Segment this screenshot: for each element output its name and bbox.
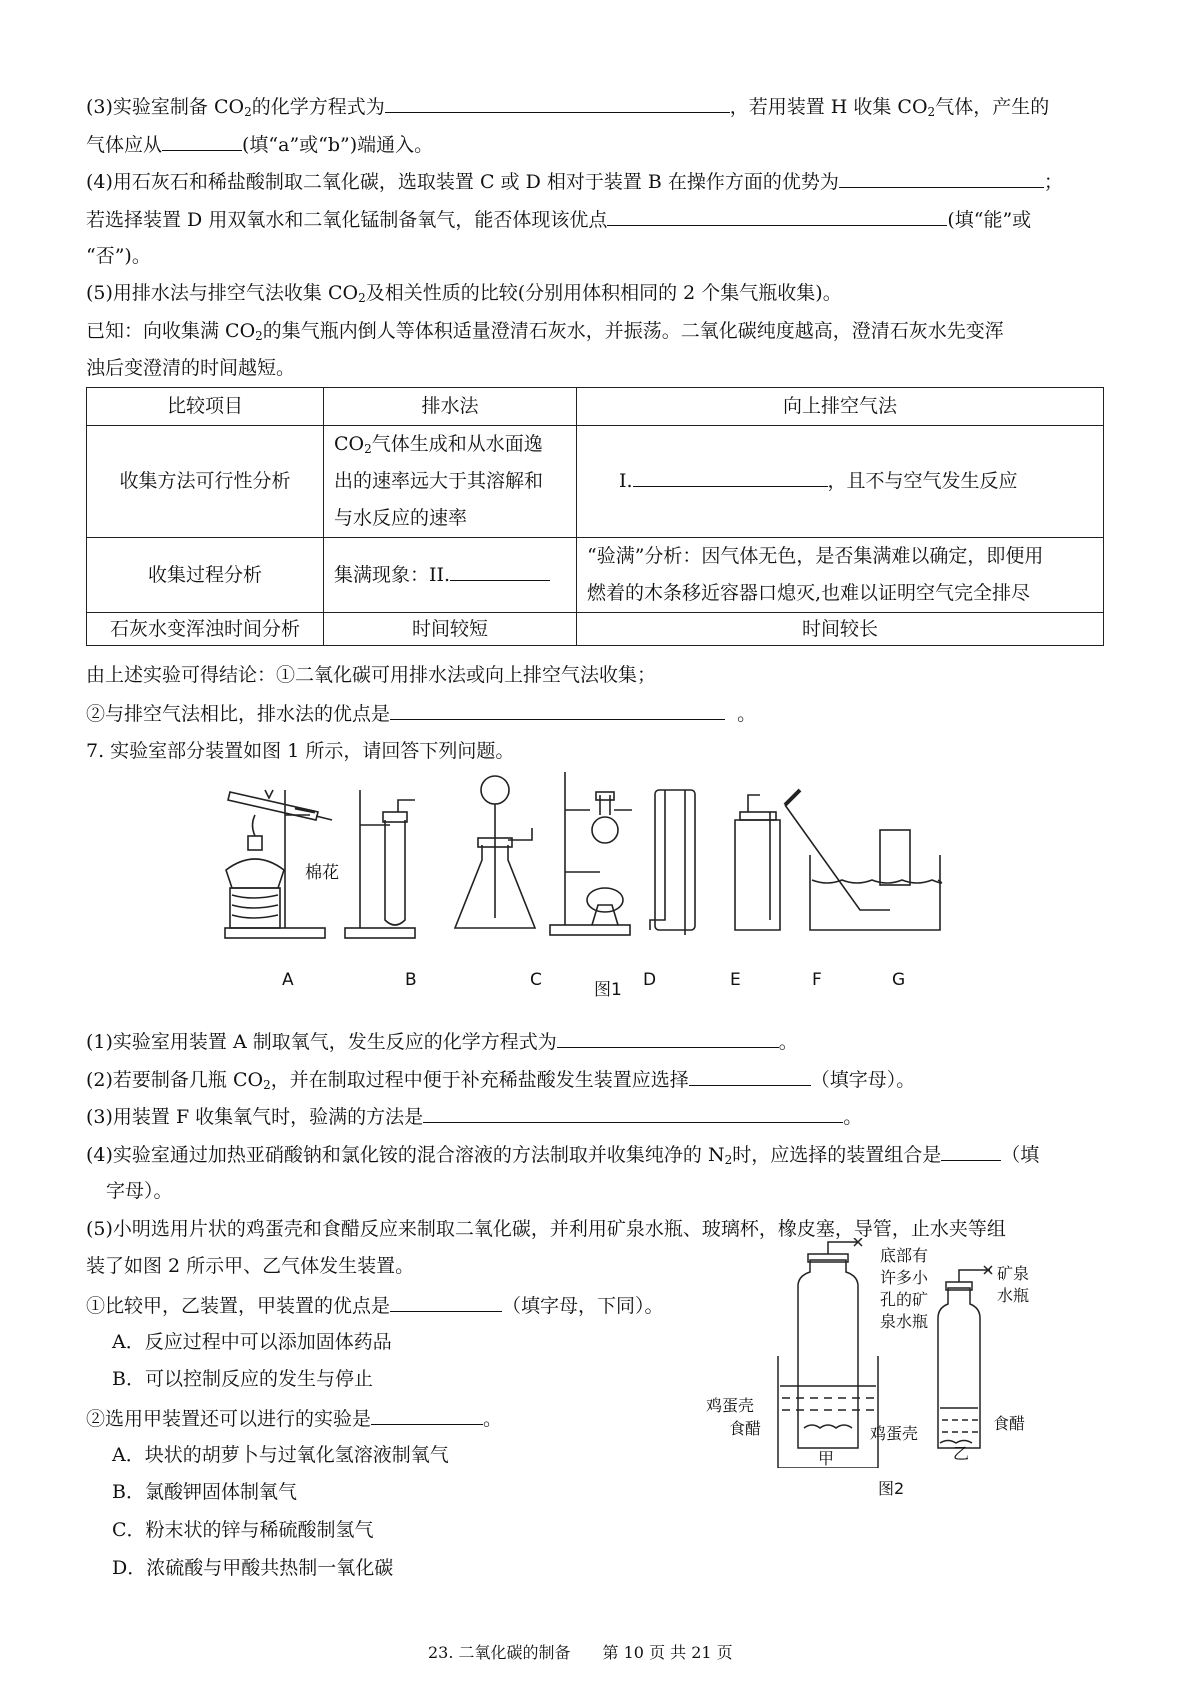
option-A: A．反应过程中可以添加固体药品: [112, 1331, 392, 1353]
option-C: C．粉末状的锌与稀硫酸制氢气: [112, 1519, 374, 1541]
apparatus-E: [650, 790, 695, 935]
comparison-table: [86, 387, 1104, 646]
q6-4-line1: (4)用石灰石和稀盐酸制取二氧化碳，选取装置 C 或 D 相对于装置 B 在操作方面的优势为 ；: [86, 167, 1063, 195]
answer-blank-II[interactable]: [450, 560, 550, 581]
table-header: 向上排空气法: [577, 388, 1104, 426]
answer-blank[interactable]: [689, 1065, 811, 1086]
q7-4-line2: 字母）。: [106, 1180, 173, 1202]
apparatus-C: [455, 776, 535, 928]
q7-5-sub2: ②选用甲装置还可以进行的实验是 。: [86, 1404, 502, 1432]
table-row: [87, 538, 1104, 613]
q7-stem: 7. 实验室部分装置如图 1 所示，请回答下列问题。: [86, 740, 515, 762]
apparatus-G: [785, 790, 941, 930]
table-row: [87, 426, 1104, 538]
table-cell: I. ，且不与空气发生反应: [577, 426, 1104, 538]
answer-blank[interactable]: [839, 167, 1044, 188]
answer-blank[interactable]: [371, 1404, 483, 1425]
q7-5-line1: (5)小明选用片状的鸡蛋壳和食醋反应来制取二氧化碳，并利用矿泉水瓶、玻璃杯，橡皮塞，导管，止水夹等组: [86, 1218, 1006, 1240]
fig1-caption: 图1: [594, 980, 622, 1000]
fig1-label-G: G: [892, 970, 906, 990]
apparatus-F: [735, 795, 780, 930]
apparatus-jia: [778, 1238, 878, 1468]
page-footer: 23. 二氧化碳的制备 第 10 页 共 21 页: [428, 1643, 733, 1662]
yi-label: 乙: [953, 1444, 970, 1463]
q7-3: (3)用装置 F 收集氧气时，验满的方法是 。: [86, 1102, 862, 1130]
apparatus-D: [550, 772, 632, 935]
fig1-label-B: B: [405, 970, 417, 990]
table-cell: 时间较长: [577, 613, 1104, 646]
q6-3-line1: (3)实验室制备 $CO_2$的化学方程式为 ，若用装置 H 收集 $CO_2$气体，产生的: [86, 92, 1049, 120]
fig2-caption: 图2: [878, 1479, 905, 1498]
option-B: B．可以控制反应的发生与停止: [112, 1368, 373, 1390]
table-cell: “验满”分析：因气体无色，是否集满难以确定，即便用 燃着的木条移近容器口熄灭,也难以证明空气完全排尽: [577, 538, 1104, 613]
jia-label: 甲: [818, 1449, 835, 1468]
option-D: D．浓硫酸与甲酸共热制一氧化碳: [112, 1557, 394, 1579]
q6-4-line2: 若选择装置 D 用双氧水和二氧化锰制备氧气，能否体现该优点 (填“能”或: [86, 205, 1031, 233]
answer-blank[interactable]: [162, 130, 242, 151]
answer-blank[interactable]: [941, 1140, 1001, 1161]
q7-5-line2: 装了如图 2 所示甲、乙气体发生装置。: [86, 1255, 415, 1277]
figure-1-apparatus: [220, 770, 1040, 970]
fig1-label-A: A: [282, 970, 294, 990]
apparatus-yi: [938, 1266, 992, 1448]
table-cell: $CO_2$气体生成和从水面逸 出的速率远大于其溶解和 与水反应的速率: [324, 426, 577, 538]
yi-note: 矿泉 水瓶: [997, 1264, 1030, 1305]
answer-blank[interactable]: [390, 699, 725, 720]
fig1-label-C: C: [530, 970, 542, 990]
option-A: A．块状的胡萝卜与过氧化氢溶液制氧气: [112, 1444, 449, 1466]
table-cell: 时间较短: [324, 613, 577, 646]
conclusion-line2: ②与排空气法相比，排水法的优点是 。: [86, 699, 756, 727]
option-B: B．氯酸钾固体制氧气: [112, 1481, 297, 1503]
answer-blank[interactable]: [385, 92, 730, 113]
eggshell-label-yi: 鸡蛋壳: [870, 1424, 919, 1443]
q6-4-line3: “否”)。: [86, 245, 151, 267]
q7-5-sub1: ①比较甲，乙装置，甲装置的优点是 （填字母，下同）。: [86, 1291, 664, 1319]
table-header: 排水法: [324, 388, 577, 426]
conclusion-line1: 由上述实验可得结论：①二氧化碳可用排水法或向上排空气法收集；: [86, 664, 657, 686]
q7-1: (1)实验室用装置 A 制取氧气，发生反应的化学方程式为 。: [86, 1027, 798, 1055]
fig1-label-E: E: [730, 970, 741, 990]
q7-2: (2)若要制备几瓶 $CO_2$，并在制取过程中便于补充稀盐酸发生装置应选择 （填字母）。: [86, 1065, 915, 1093]
table-cell: 收集方法可行性分析: [87, 426, 324, 538]
answer-blank-I[interactable]: [633, 466, 828, 487]
q6-3-line2: 气体应从 (填“a”或“b”)端通入。: [86, 130, 433, 158]
eggshell-label-jia: 鸡蛋壳: [706, 1396, 755, 1415]
fig1-label-D: D: [643, 970, 657, 990]
jia-note: 底部有 许多小 孔的矿 泉水瓶: [880, 1246, 929, 1331]
q6-5-line1: (5)用排水法与排空气法收集 $CO_2$及相关性质的比较(分别用体积相同的 2 个集气瓶收集)。: [86, 282, 842, 305]
q6-5-known-line1: 已知：向收集满 $CO_2$的集气瓶内倒人等体积适量澄清石灰水，并振荡。二氧化碳纯度越高，澄清石灰水先变浑: [86, 320, 1004, 343]
fig1-label-F: F: [812, 970, 822, 990]
table-cell: 集满现象：II.: [324, 538, 577, 613]
answer-blank[interactable]: [390, 1291, 502, 1312]
table-header-row: [87, 388, 1104, 426]
cotton-label: 棉花: [305, 863, 339, 883]
table-header: 比较项目: [87, 388, 324, 426]
table-row: [87, 613, 1104, 646]
apparatus-B: [345, 790, 415, 938]
q7-4-line1: (4)实验室通过加热亚硝酸钠和氯化铵的混合溶液的方法制取并收集纯净的 $N_2$时，应选择的装置组合是 （填: [86, 1140, 1039, 1168]
table-cell: 收集过程分析: [87, 538, 324, 613]
vinegar-label-yi: 食醋: [993, 1414, 1026, 1433]
table-cell: 石灰水变浑浊时间分析: [87, 613, 324, 646]
answer-blank[interactable]: [423, 1102, 843, 1123]
q6-5-known-line2: 浊后变澄清的时间越短。: [86, 357, 296, 379]
vinegar-label-jia: 食醋: [729, 1419, 762, 1438]
answer-blank[interactable]: [557, 1027, 779, 1048]
answer-blank[interactable]: [607, 205, 947, 226]
